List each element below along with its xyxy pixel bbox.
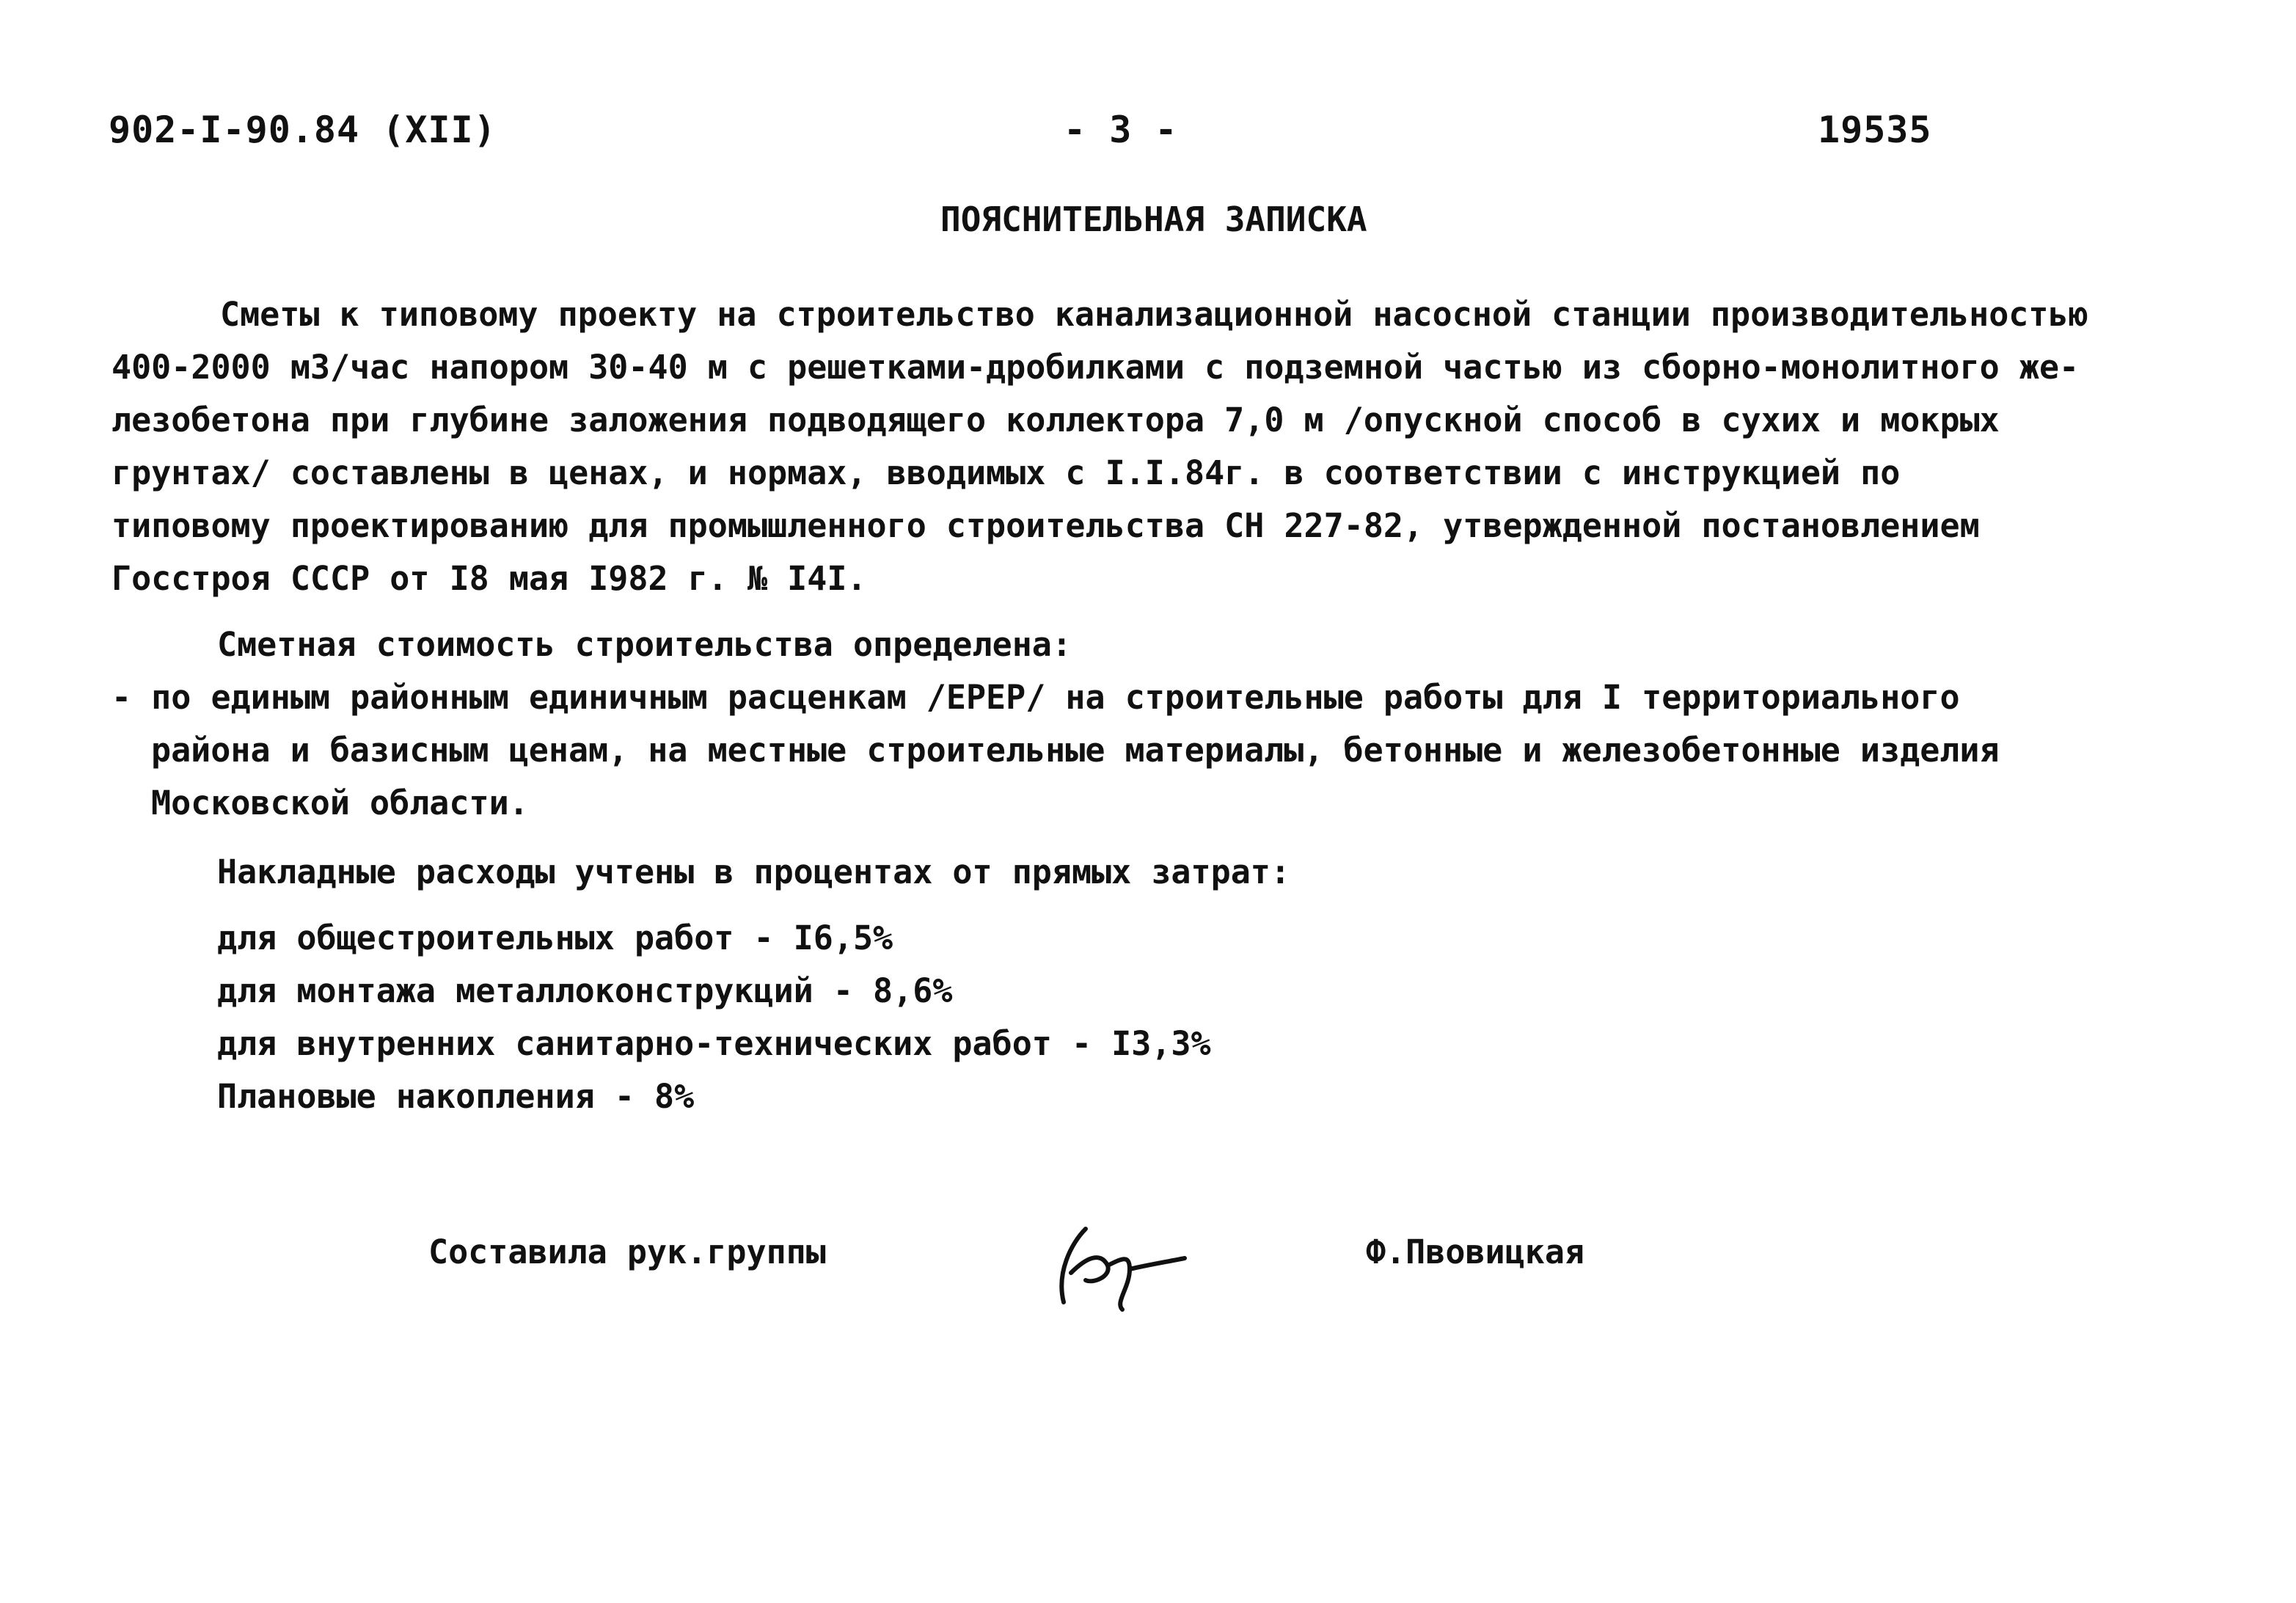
paragraph-2-bullet-line-1: - по единым районным единичным расценкам /ЕРЕР/ на строительные работы для I территориального — [111, 678, 1960, 717]
sheet-code: 19535 — [1818, 109, 1932, 151]
overhead-intro: Накладные расходы учтены в процентах от прямых затрат: — [217, 852, 1290, 891]
overhead-item-metal: для монтажа металлоконструкций - 8,6% — [217, 971, 953, 1010]
paragraph-2-intro: Сметная стоимость строительства определена: — [217, 625, 1072, 664]
overhead-item-general: для общестроительных работ - I6,5% — [217, 919, 893, 957]
paragraph-1-line-1: Сметы к типовому проекту на строительство канализационной насосной станции производительностью — [220, 295, 2088, 334]
paragraph-2-bullet-line-3: Московской области. — [151, 784, 529, 822]
paragraph-1-line-2: 400-2000 м3/час напором 30-40 м с решетками-дробилками с подземной частью из сборно-монолитного же- — [111, 348, 2080, 387]
overhead-item-sanitary: для внутренних санитарно-технических работ - I3,3% — [217, 1024, 1211, 1063]
paragraph-1-line-3: лезобетона при глубине заложения подводящего коллектора 7,0 м /опускной способ в сухих и мокрых — [111, 401, 2000, 439]
signature-role: Составила рук.группы — [428, 1233, 826, 1271]
handwritten-signature — [1042, 1214, 1188, 1317]
signature-name: Ф.Пвовицкая — [1366, 1233, 1585, 1271]
planned-savings: Плановые накопления - 8% — [217, 1077, 695, 1116]
paragraph-2-bullet-line-2: района и базисным ценам, на местные строительные материалы, бетонные и железобетонные изделия — [151, 731, 2000, 770]
paragraph-1-line-5: типовому проектированию для промышленного строительства СН 227-82, утвержденной постановлением — [111, 506, 1980, 545]
document-title: ПОЯСНИТЕЛЬНАЯ ЗАПИСКА — [940, 200, 1367, 239]
paragraph-1-line-4: грунтах/ составлены в ценах, и нормах, вводимых с I.I.84г. в соответствии с инструкцией по — [111, 453, 1901, 492]
paragraph-1-line-6: Госстроя СССР от I8 мая I982 г. № I4I. — [111, 559, 867, 598]
page-number: - 3 - — [1064, 109, 1178, 151]
document-code: 902-I-90.84 (XII) — [109, 109, 497, 151]
